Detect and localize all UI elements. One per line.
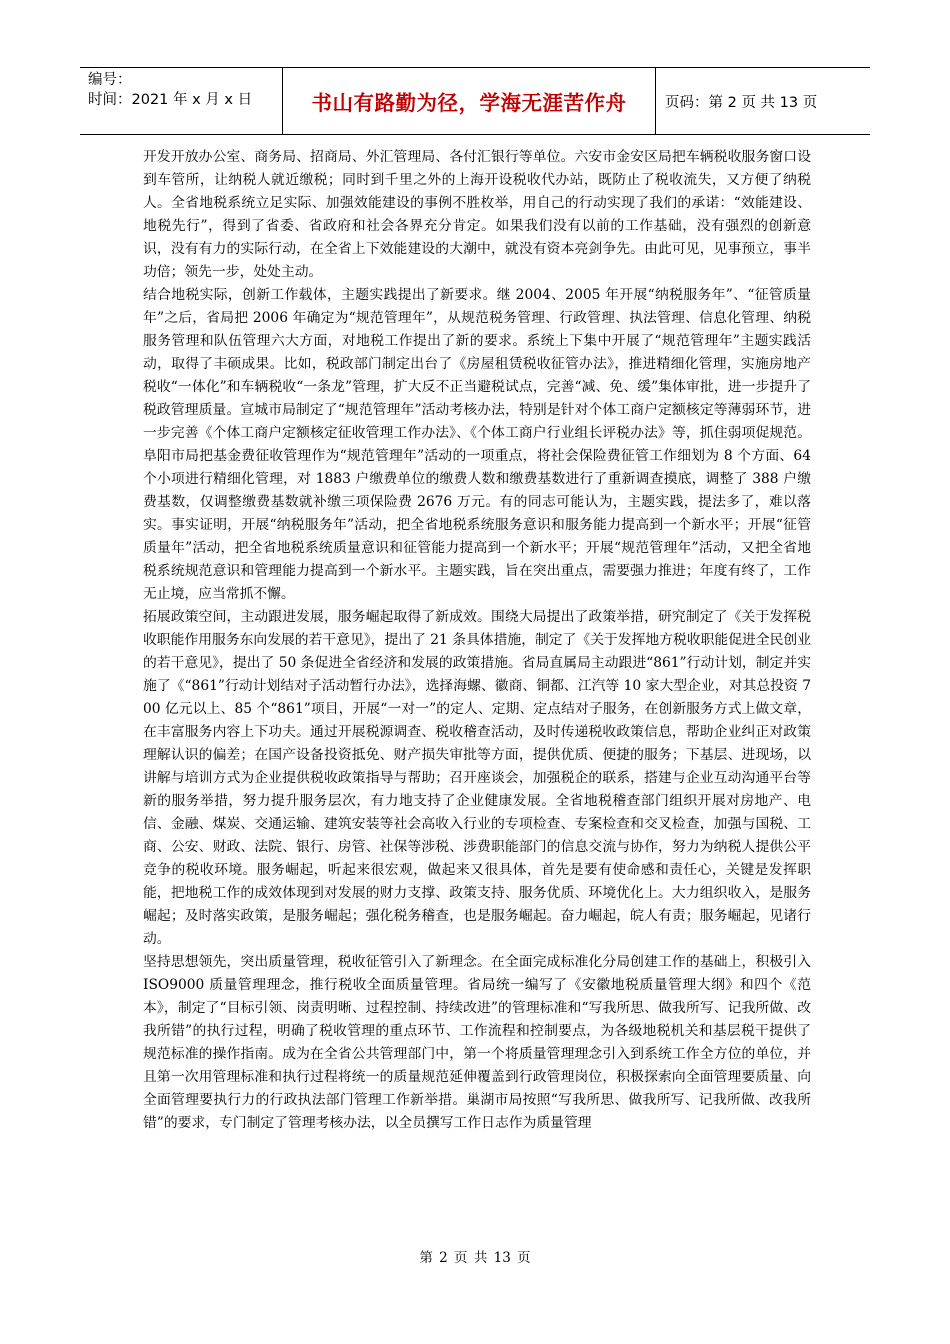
header-motto: 书山有路勤为径，学海无涯苦作舟 <box>283 68 656 134</box>
document-body <box>143 146 811 1135</box>
paragraph: 坚持思想领先，突出质量管理，税收征管引入了新理念。在全面完成标准化分局创建工作的基础上，积极引入 ISO9000 质量管理理念，推行税收全面质量管理。省局统一编写了《安徽地税质量管理大纲》和四个《范本》，制定了“目标引领、岗责明晰、过程控制、持续改进”的管理标准和“写我所思、做我所写、记我所做、改我所错”的执行过程，明确了税收管理的重点环节、工作流程和控制要点，为各级地税机关和基层税干提供了规范标准的操作指南。成为在全省公共管理部门中，第一个将质量管理理念引入到系统工作全方位的单位，并且第一次用管理标准和执行过程将统一的质量规范延伸覆盖到行政管理岗位，积极探索向全面管理要质量、向全面管理要执行力的行政执法部门管理工作新举措。巢湖市局按照“写我所思、做我所写、记我所做、改我所错”的要求，专门制定了管理考核办法，以全员撰写工作日志作为质量管理 <box>143 954 811 1131</box>
paragraph: 结合地税实际，创新工作载体，主题实践提出了新要求。继 2004、2005 年开展“纳税服务年”、“征管质量年”之后，省局把 2006 年确定为“规范管理年”，从规范税务管理、行政管理、执法管理、信息化管理、纳税服务管理和队伍管理六大方面，对地税工作提出了新的要求。系统上下集中开展了“规范管理年”主题实践活动，取得了丰硕成果。比如，税政部门制定出台了《房屋租赁税收征管办法》，推进精细化管理，实施房地产税收“一体化”和车辆税收“一条龙”管理，扩大反不正当避税试点，完善“减、免、缓”集体审批，进一步提升了税政管理质量。宣城市局制定了“规范管理年”活动考核办法，特别是针对个体工商户定额核定等薄弱环节，进一步完善《个体工商户定额核定征收管理工作办法》、《个体工商户行业组长评税办法》等，抓住弱项促规范。阜阳市局把基金费征收管理作为“规范管理年”活动的一项重点，将社会保险费征管工作细划为 8 个方面、64 个小项进行精细化管理，对 1883 户缴费单位的缴费人数和缴费基数进行了重新调查摸底，调整了 388 户缴费基数，仅调整缴费基数就补缴三项保险费 2676 万元。有的同志可能认为，主题实践，提法多了，难以落实。事实证明，开展“纳税服务年”活动，把全省地税系统服务意识和服务能力提高到一个新水平；开展“征管质量年”活动，把全省地税系统质量意识和征管能力提高到一个新水平；开展“规范管理年”活动，又把全省地税系统规范意识和管理能力提高到一个新水平。主题实践，旨在突出重点，需要强力推进；年度有终了，工作无止境，应当常抓不懈。 <box>143 287 811 602</box>
paragraph: 拓展政策空间，主动跟进发展，服务崛起取得了新成效。围绕大局提出了政策举措，研究制定了《关于发挥税收职能作用服务东向发展的若干意见》，提出了 21 条具体措施，制定了《关于发挥地方税收职能促进全民创业的若干意见》，提出了 50 条促进全省经济和发展的政策措施。省局直属局主动跟进“861”行动计划，制定并实施了《“861”行动计划结对子活动暂行办法》，选择海螺、徽商、铜都、江汽等 10 家大型企业，对其总投资 700 亿元以上、85 个“861”项目，开展“一对一”的定人、定期、定点结对子服务，在创新服务方式上做文章，在丰富服务内容上下功夫。通过开展税源调查、税收稽查活动，及时传递税收政策信息，帮助企业纠正对政策理解认识的偏差；在国产设备投资抵免、财产损失审批等方面，提供优质、便捷的服务；下基层、进现场，以讲解与培训方式为企业提供税收政策指导与帮助；召开座谈会，加强税企的联系，搭建与企业互动沟通平台等新的服务举措，努力提升服务层次，有力地支持了企业健康发展。全省地税稽查部门组织开展对房地产、电信、金融、煤炭、交通运输、建筑安装等社会高收入行业的专项检查、专案检查和交叉检查，加强与国税、工商、公安、财政、法院、银行、房管、社保等涉税、涉费职能部门的信息交流与协作，努力为纳税人提供公平竞争的税收环境。服务崛起，听起来很宏观，做起来又很具体，首先是要有使命感和责任心，关键是发挥职能，把地税工作的成效体现到对发展的财力支撑、政策支持、服务优质、环境优化上。大力组织收入，是服务崛起；及时落实政策，是服务崛起；强化税务稽查，也是服务崛起。奋力崛起，皖人有责；服务崛起，见诸行动。 <box>143 609 811 947</box>
page-footer: 第 2 页 共 13 页 <box>419 1250 531 1266</box>
number-label: 编号： <box>88 72 132 88</box>
header-meta <box>80 68 283 134</box>
time-label: 时间：2021 年 x 月 x 日 <box>88 92 253 108</box>
page-header <box>80 67 870 135</box>
header-page-info: 页码：第 2 页 共 13 页 <box>665 94 818 111</box>
paragraph: 开发开放办公室、商务局、招商局、外汇管理局、各付汇银行等单位。六安市金安区局把车辆税收服务窗口设到车管所，让纳税人就近缴税；同时到千里之外的上海开设税收代办站，既防止了税收流失，又方便了纳税人。全省地税系统立足实际、加强效能建设的事例不胜枚举，用自己的行动实现了我们的承诺：“效能建设、地税先行”，得到了省委、省政府和社会各界充分肯定。如果我们没有以前的工作基础，没有强烈的创新意识，没有有力的实际行动，在全省上下效能建设的大潮中，就没有资本亮剑争先。由此可见，见事预立，事半功倍；领先一步，处处主动。 <box>143 149 811 280</box>
